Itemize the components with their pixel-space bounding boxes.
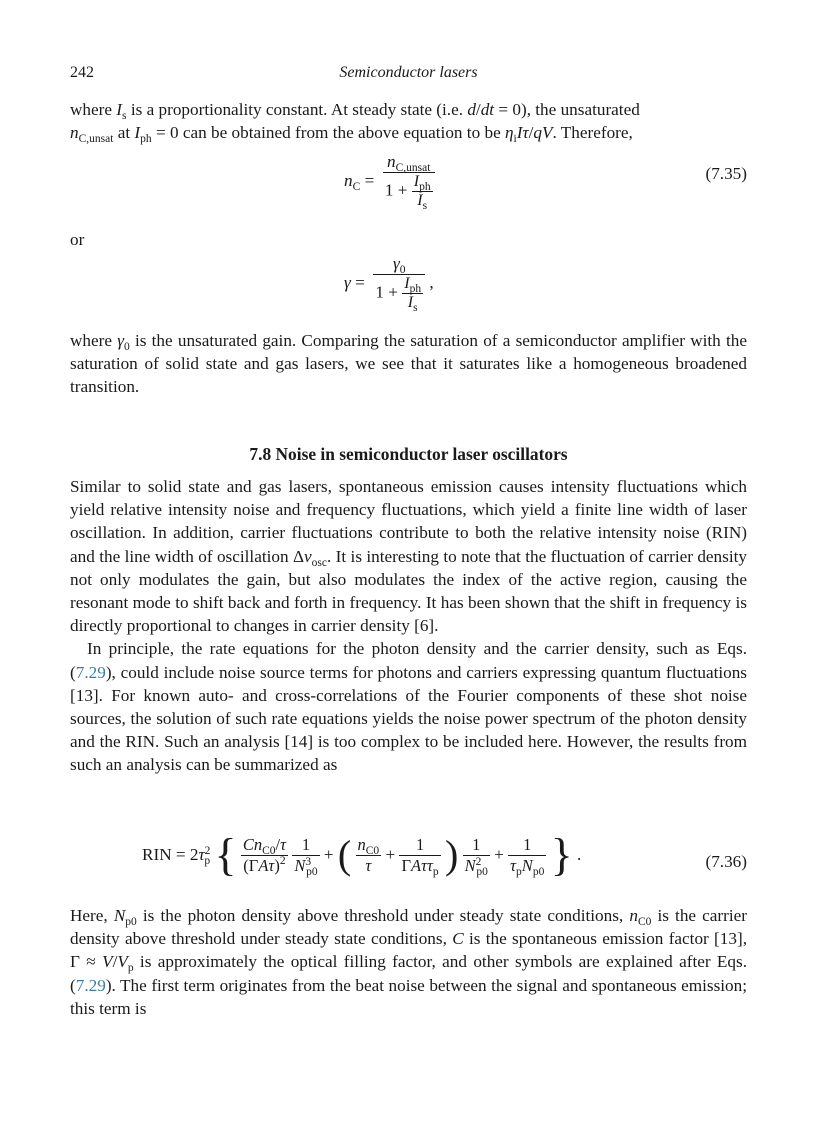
equation-7-36: RIN = $2\tau^2_p$ { $\frac{Cn_{C0}/\tau}{(\Gamma A\tau)^2}$ $\frac{1}{N^3_{p0}}$ + ( $\frac{n_{C0}}{\tau}$ + $\frac{1}{\Gamma A\tau\tau_p}$ ) $\frac{1}{N^2_{p0}}$ + $\frac{1}{\tau_pN_{p0}}$ } . (7.36)	[142, 829, 747, 880]
paragraph-gain: where $\gamma_0$ is the unsaturated gain. Comparing the saturation of a semiconductor amplifier with the saturation of solid state and gas lasers, we see that it saturates like a homogeneous broadened transition.	[70, 331, 747, 397]
connector-or: or	[70, 230, 85, 249]
running-title: Semiconductor lasers	[339, 64, 478, 81]
running-header	[70, 64, 747, 86]
paragraph-intro: where $I_s$ is a proportionality constant. At steady state (i.e. d/dt = 0), the unsaturated $n_{C,unsat}$ at $I_{ph} = 0$ can be obtained from the above equation to be $\eta_iI\tau/qV$. Therefore,	[70, 100, 640, 146]
equation-number: (7.36)	[705, 852, 747, 871]
page-number: 242	[70, 64, 94, 81]
section-heading: 7.8 Noise in semiconductor laser oscillators	[249, 444, 568, 464]
equation-reference-link[interactable]: 7.29	[75, 975, 106, 995]
equation-gamma: γ = $\gamma_0$ 1 + $\frac{I_{ph}}{I_s}$ ,	[344, 254, 434, 314]
equation-number: (7.35)	[705, 164, 747, 183]
paragraph-noise: Similar to solid state and gas lasers, spontaneous emission causes intensity fluctuations which yield relative intensity noise and frequency fluctuations, which yield a finite line width of laser oscillation. In addition, carrier fluctuations contribute to both the relative intensity noise (RIN) and the line width of oscillation $\Delta\nu_{osc}$. It is interesting to note that the fluctuation of carrier density not only modulates the gain, but also modulates the index of the active region, causing the resonant mode to shift back and forth in frequency. It has been shown that the shift in frequency is directly proportional to changes in carrier density [6]. In principle, the rate equations for the photon density and the carrier density, such as Eqs. (7.29), could include noise source terms for photons and carriers expressing quantum fluctuations [13]. For known auto- and cross-correlations of the Fourier components of these shot noise sources, the solution of such rate equations yields the noise power spectrum of the photon density and the RIN. Such an analysis [14] is too complex to be included here. However, the results from such an analysis can be summarized as	[70, 477, 747, 775]
paragraph-rin-terms: Here, $N_{p0}$ is the photon density above threshold under steady state conditions, $n_{C0}$ is the carrier density above threshold under steady state conditions, C is the spontaneous emission factor [13], $\Gamma \approx V/V_p$ is approximately the optical filling factor, and other symbols are explained after Eqs. (7.29). The first term originates from the beat noise between the signal and spontaneous emission; this term is	[70, 906, 748, 1018]
equation-7-35: $n_C$ = $n_{C,unsat}$ 1 + $\frac{I_{ph}}{I_s}$ (7.35)	[344, 152, 747, 212]
equation-reference-link[interactable]: 7.29	[75, 662, 106, 682]
